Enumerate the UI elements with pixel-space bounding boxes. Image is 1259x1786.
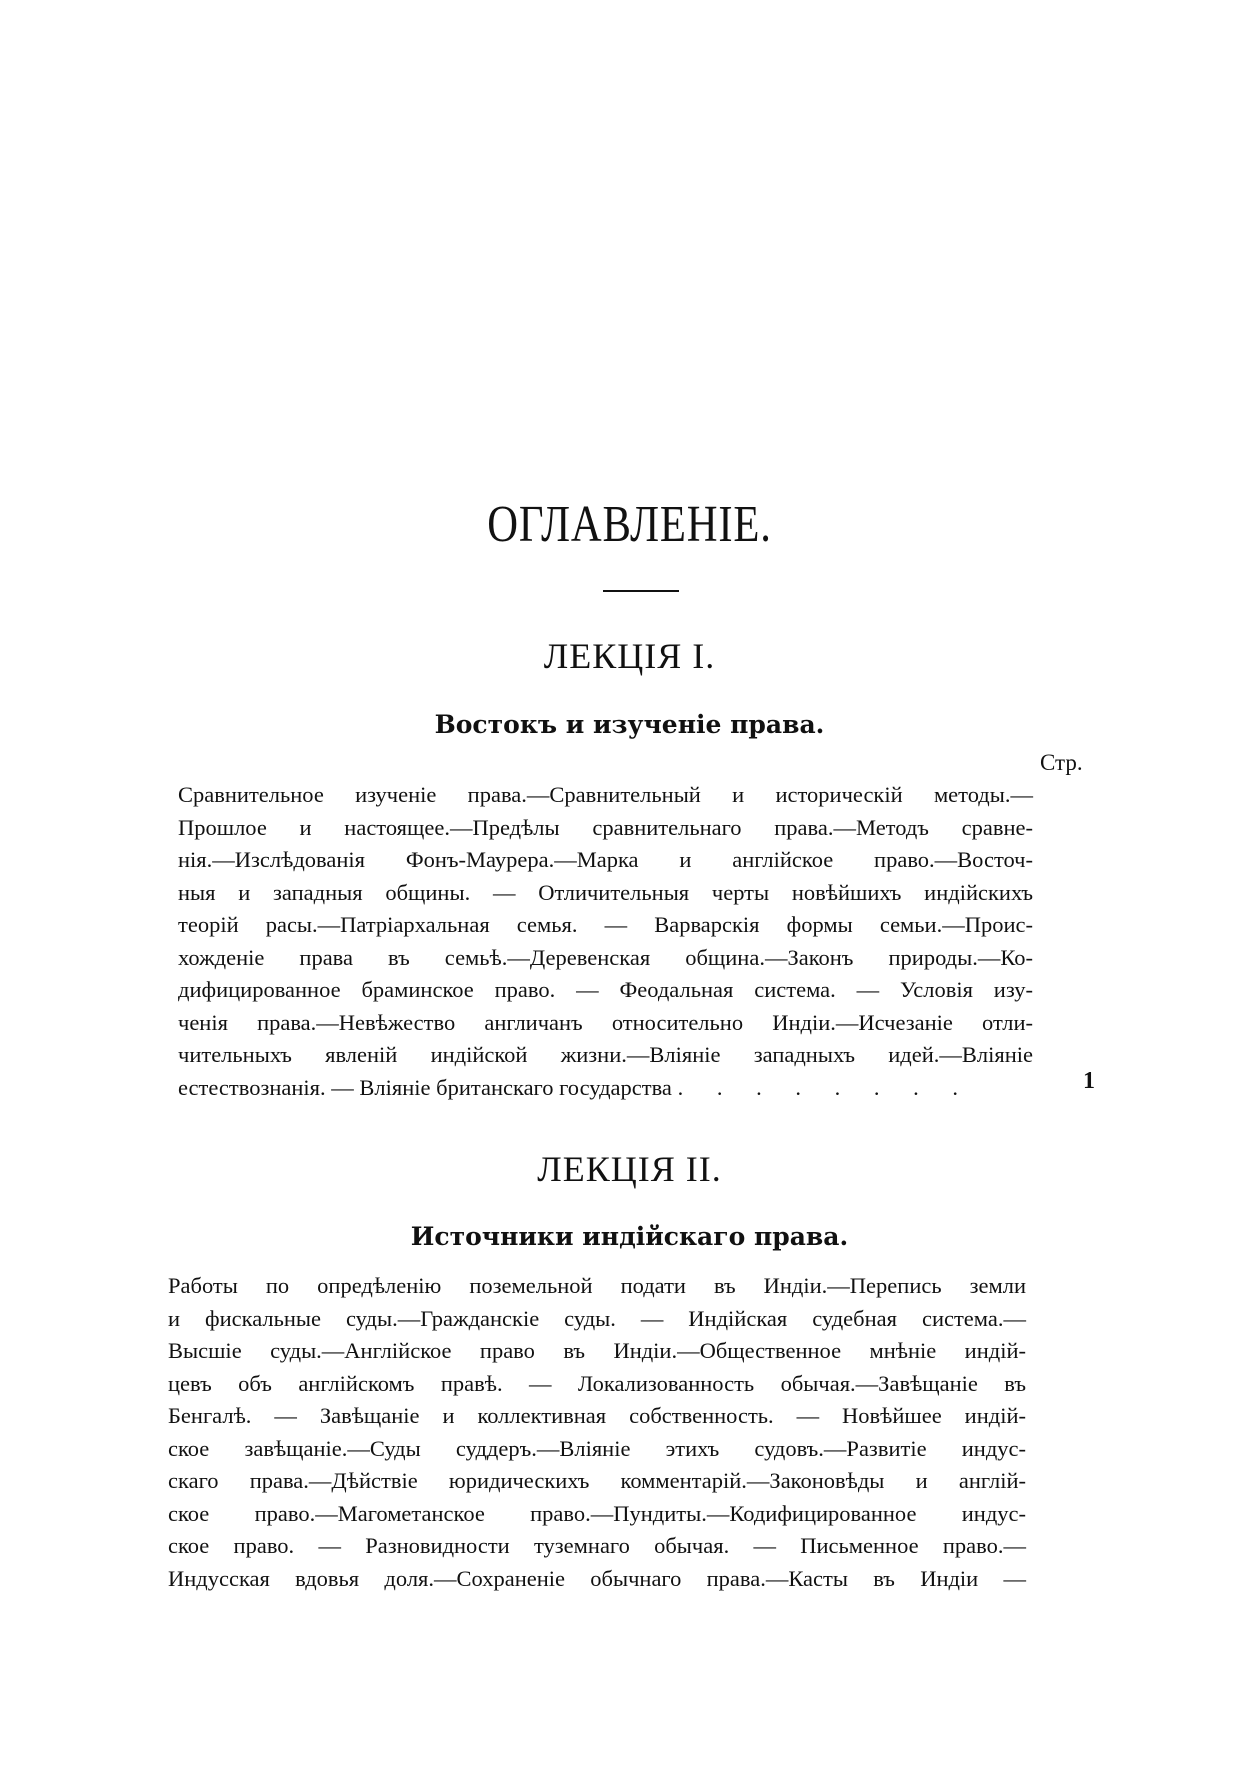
lecture-2-subtitle: Источники индійскаго права. bbox=[410, 1222, 849, 1251]
summary-line: ныя и западныя общины. — Отличительныя черты новѣйшихъ индійскихъ bbox=[178, 879, 1033, 905]
summary-line: чительныхъ явленій индійской жизни.—Вліяніе западныхъ идей.—Вліяніе bbox=[178, 1042, 1033, 1067]
summary-line: и фискальные суды.—Гражданскіе суды. — Индійская судебная система.— bbox=[168, 1305, 1026, 1331]
summary-line: дифицированное браминское право. — Феодальная система. — Условія изу- bbox=[178, 977, 1033, 1002]
lecture-1-subtitle: Востокъ и изученіе права. bbox=[434, 710, 825, 739]
summary-line: Высшіе суды.—Англійское право въ Индіи.—Общественное мнѣніе индій- bbox=[168, 1338, 1026, 1363]
summary-line: ское право.—Магометанское право.—Пундиты.—Кодифицированное индус- bbox=[168, 1500, 1026, 1526]
summary-line: Сравнительное изученіе права.—Сравнительный и историческій методы.— bbox=[178, 782, 1033, 807]
summary-line: нія.—Изслѣдованія Фонъ-Маурера.—Марка и англійское право.—Восточ- bbox=[178, 847, 1033, 872]
page-title: ОГЛАВЛЕНІЕ. bbox=[487, 496, 772, 553]
summary-line: Работы по опредѣленію поземельной подати въ Индіи.—Перепись земли bbox=[168, 1273, 1026, 1298]
page-column-label: Стр. bbox=[1040, 750, 1083, 775]
lecture-1-heading: ЛЕКЦІЯ I. bbox=[543, 636, 716, 676]
lecture-1-summary bbox=[178, 779, 1033, 1104]
summary-line: Бенгалѣ. — Завѣщаніе и коллективная собственность. — Новѣйшее индій- bbox=[168, 1403, 1026, 1428]
summary-line-last bbox=[178, 1072, 1033, 1105]
summary-line-text: естествознанія. — Вліяніе британскаго государства bbox=[178, 1074, 672, 1100]
summary-line: Индусская вдовья доля.—Сохраненіе обычнаго права.—Касты въ Индіи — bbox=[168, 1565, 1026, 1591]
summary-line: хожденіе права въ семьѣ.—Деревенская община.—Законъ природы.—Ко- bbox=[178, 944, 1033, 970]
summary-line: ченія права.—Невѣжество англичанъ относительно Индіи.—Исчезаніе отли- bbox=[178, 1009, 1033, 1035]
lecture-2-heading: ЛЕКЦІЯ II. bbox=[537, 1149, 722, 1189]
title-divider bbox=[603, 590, 679, 592]
summary-line: ское право. — Разновидности туземнаго обычая. — Письменное право.— bbox=[168, 1533, 1026, 1558]
lecture-2-summary bbox=[168, 1270, 1026, 1595]
summary-line: ское завѣщаніе.—Суды суддеръ.—Вліяніе этихъ судовъ.—Развитіе индус- bbox=[168, 1435, 1026, 1461]
lecture-1-page-number: 1 bbox=[1083, 1068, 1095, 1094]
summary-line: теорій расы.—Патріархальная семья. — Варварскія формы семьи.—Проис- bbox=[178, 912, 1033, 937]
summary-line: скаго права.—Дѣйствіе юридическихъ комментарій.—Законовѣды и англій- bbox=[168, 1468, 1026, 1493]
summary-line: цевъ объ англійскомъ правѣ. — Локализованность обычая.—Завѣщаніе въ bbox=[168, 1370, 1026, 1396]
dot-leader: . . . . . . . . bbox=[677, 1074, 972, 1100]
summary-line: Прошлое и настоящее.—Предѣлы сравнительнаго права.—Методъ сравне- bbox=[178, 814, 1033, 840]
